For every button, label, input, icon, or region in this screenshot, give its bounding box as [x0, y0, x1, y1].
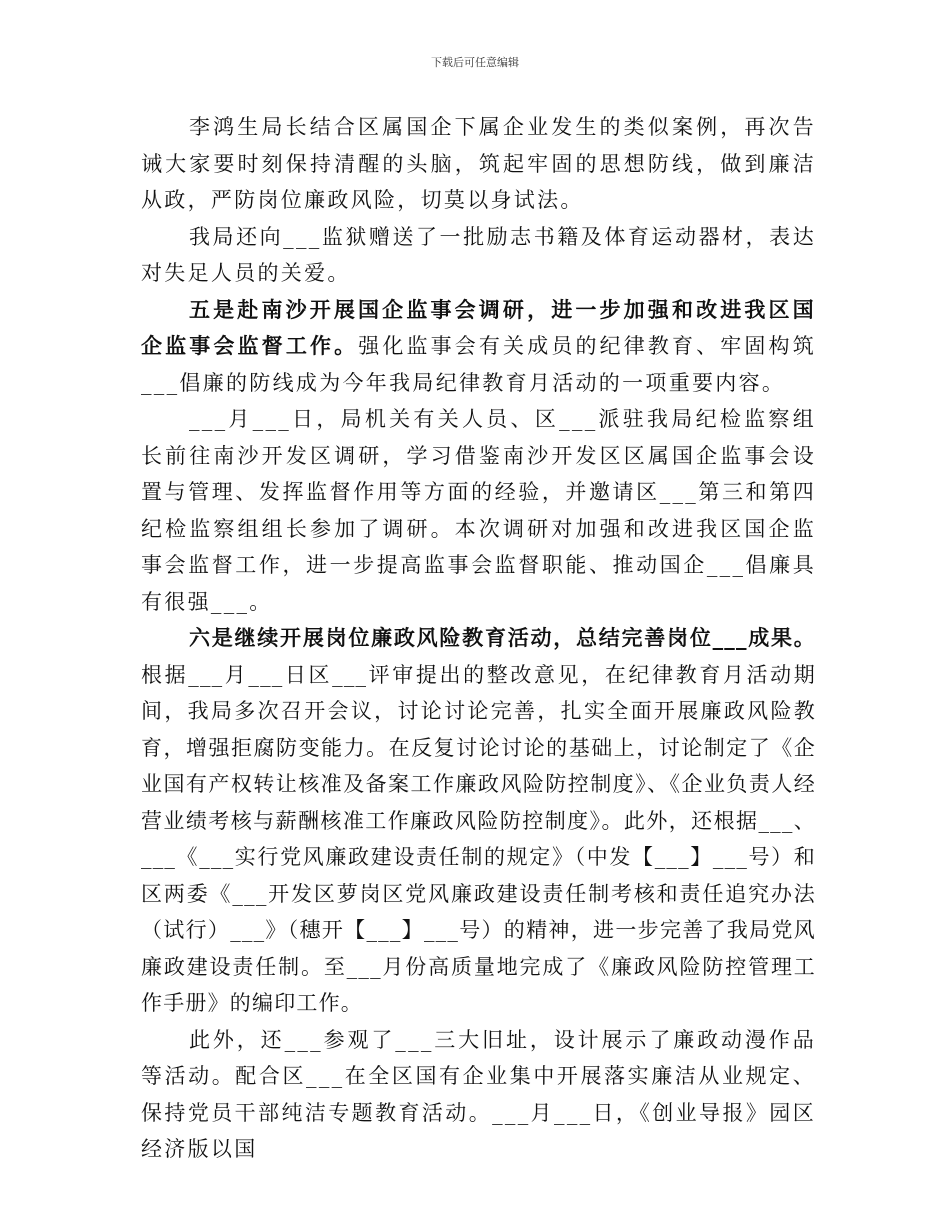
paragraph-5: [141, 620, 816, 1022]
paragraph-6: [141, 1022, 816, 1168]
document-body: [141, 109, 816, 1168]
paragraph-4: [141, 401, 816, 620]
paragraph-heading: 六是继续开展岗位廉政风险教育活动，总结完善岗位___成果。: [189, 625, 816, 650]
paragraph-heading: 五是赴南沙开展国企监事会调研，进一步加强和改进我区国企监事会监督工作。: [141, 296, 816, 358]
paragraph-text: 此外，还___参观了___三大旧址，设计展示了廉政动漫作品等活动。配合区___在全区国有企业集中开展落实廉洁从业规定、保持党员干部纯洁专题教育活动。___月___日，《创业导报》园区经济版以国: [141, 1027, 816, 1161]
paragraph-text: 强化监事会有关成员的纪律教育、牢固构筑___倡廉的防线成为今年我局纪律教育月活动的一项重要内容。: [141, 334, 816, 395]
paragraph-3: [141, 292, 816, 402]
paragraph-2: [141, 219, 816, 292]
paragraph-text: 李鸿生局长结合区属国企下属企业发生的类似案例，再次告诫大家要时刻保持清醒的头脑，筑起牢固的思想防线，做到廉洁从政，严防岗位廉政风险，切莫以身试法。: [141, 115, 816, 212]
paragraph-text: 我局还向___监狱赠送了一批励志书籍及体育运动器材，表达对失足人员的关爱。: [141, 224, 816, 285]
paragraph-1: [141, 109, 816, 219]
paragraph-text: ___月___日，局机关有关人员、区___派驻我局纪检监察组长前往南沙开发区调研，学习借鉴南沙开发区区属国企监事会设置与管理、发挥监督作用等方面的经验，并邀请区___第三和第四纪检监察组组长参加了调研。本次调研对加强和改进我区国企监事会监督工作，进一步提高监事会监督职能、推动国企___倡廉具有很强___。: [141, 407, 816, 614]
page-header: 下载后可任意编辑: [431, 56, 519, 69]
paragraph-text: 根据___月___日区___评审提出的整改意见，在纪律教育月活动期间，我局多次召开会议，讨论讨论完善，扎实全面开展廉政风险教育，增强拒腐防变能力。在反复讨论讨论的基础上，讨论制定了《企业国有产权转让核准及备案工作廉政风险防控制度》、《企业负责人经营业绩考核与薪酬核准工作廉政风险防控制度》。此外，还根据___、___《___实行党风廉政建设责任制的规定》（中发【___】___号）和区两委《___开发区萝岗区党风廉政建设责任制考核和责任追究办法（试行）___》（穗开【___】___号）的精神，进一步完善了我局党风廉政建设责任制。至___月份高质量地完成了《廉政风险防控管理工作手册》的编印工作。: [141, 662, 816, 1015]
